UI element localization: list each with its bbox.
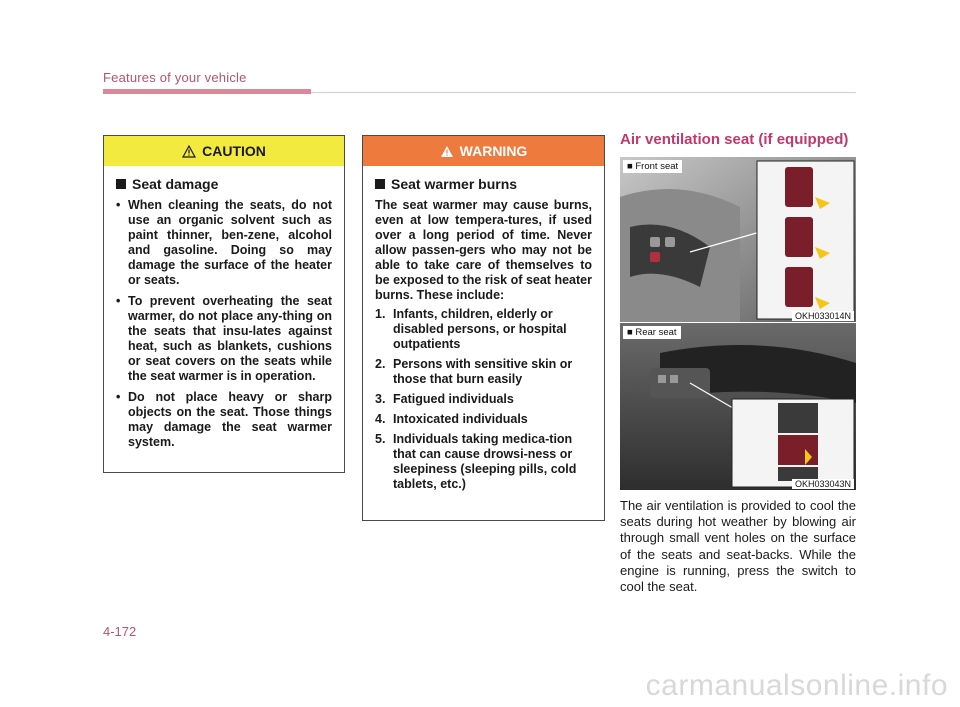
warning-list: [375, 307, 592, 492]
caution-title-text: Seat damage: [132, 176, 219, 192]
list-item: 1. Infants, children, elderly or disabled persons, or hospital outpatients: [375, 307, 567, 351]
front-seat-illustration: [620, 157, 856, 322]
caution-header: [104, 136, 344, 166]
header-rule-accent: [103, 89, 311, 94]
warning-header: [363, 136, 604, 166]
list-item: • When cleaning the seats, do not use an organic solvent such as paint thinner, ben-zene, alcohol and gasoline. Doing so may damage the surface of the heater or seats.: [116, 198, 332, 287]
square-bullet-icon: [375, 179, 385, 189]
rear-seat-label: ■ Rear seat: [623, 326, 681, 339]
caution-title: [116, 176, 332, 192]
rear-seat-code: OKH033043N: [792, 479, 854, 489]
caution-label: CAUTION: [202, 143, 266, 159]
front-seat-photo: [620, 157, 856, 322]
header-rule-line: [311, 92, 856, 93]
square-bullet-icon: [116, 179, 126, 189]
front-seat-label: ■ Front seat: [623, 160, 682, 173]
ventilation-heading: Air ventilation seat (if equipped): [620, 131, 849, 148]
list-item: 2. Persons with sensitive skin or those that burn easily: [375, 357, 573, 386]
warning-triangle-icon: [440, 145, 454, 158]
warning-box: [362, 135, 605, 521]
ventilation-body: The air ventilation is provided to cool the seats during hot weather by blowing air through small vent holes on the surface of the seats and seat-backs. While the engine is running, press the switch to cool the seat.: [620, 498, 856, 595]
watermark: carmanualsonline.info: [645, 669, 948, 702]
front-seat-code: OKH033014N: [792, 311, 854, 321]
warning-title-text: Seat warmer burns: [391, 176, 518, 192]
list-item: • Do not place heavy or sharp objects on the seat. Those things may damage the seat warmer system.: [116, 390, 332, 449]
list-item: 3. Fatigued individuals: [375, 392, 514, 406]
warning-intro: The seat warmer may cause burns, even at low tempera-tures, if used over a long period of time. Never allow passen-gers who may not be able to take care of themselves to be exposed to the risk of seat heater burns. These include:: [375, 198, 592, 302]
caution-triangle-icon: [182, 145, 196, 158]
rear-seat-illustration: [620, 323, 856, 490]
list-item: 5. Individuals taking medica-tion that can cause drowsi-ness or sleepiness (sleeping pills, cold tablets, etc.): [375, 432, 577, 491]
warning-label: WARNING: [459, 143, 528, 159]
caution-box: [103, 135, 345, 473]
rear-seat-photo: [620, 323, 856, 490]
list-item: • To prevent overheating the seat warmer, do not place any-thing on the seats that insu-lates against heat, such as blankets, cushions or seat covers on the seats while the seat warmer is in operation.: [116, 294, 332, 383]
list-item: 4. Intoxicated individuals: [375, 412, 528, 426]
section-header: Features of your vehicle: [103, 70, 247, 85]
warning-title: [375, 176, 592, 192]
caution-list: [116, 198, 332, 450]
page-number: 4-172: [103, 624, 137, 639]
